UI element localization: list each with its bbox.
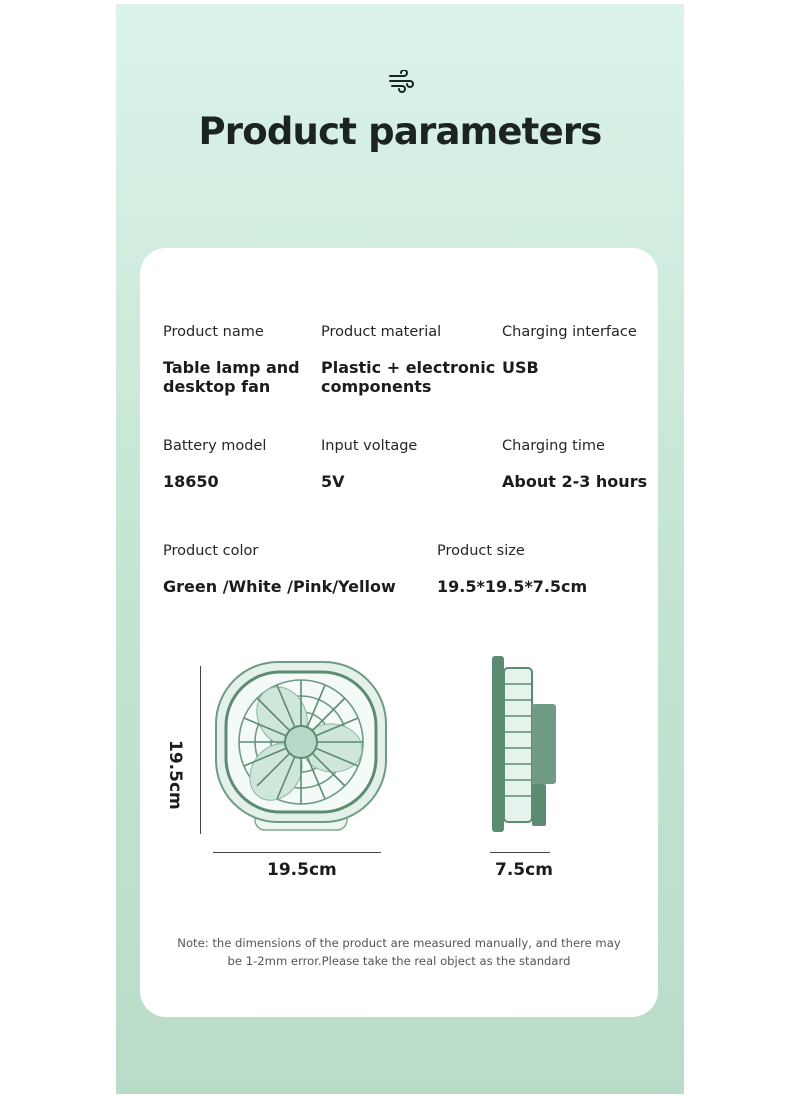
wind-icon — [388, 70, 414, 94]
product-size-label: Product size — [437, 543, 525, 559]
battery-model-value: 18650 — [163, 472, 219, 491]
product-name-value — [163, 358, 300, 396]
charging-interface-label: Charging interface — [502, 324, 637, 340]
fan-side-view-image — [488, 654, 568, 834]
note-line2: be 1-2mm error.Please take the real object as the standard — [227, 954, 571, 968]
charging-time-label: Charging time — [502, 438, 605, 454]
measurement-note — [160, 934, 638, 970]
product-color-label: Product color — [163, 543, 259, 559]
charging-time-value: About 2-3 hours — [502, 472, 648, 491]
note-line1: Note: the dimensions of the product are measured manually, and there may — [177, 936, 621, 950]
product-size-value: 19.5*19.5*7.5cm — [437, 577, 588, 596]
product-name-label: Product name — [163, 324, 264, 340]
product-material-label: Product material — [321, 324, 442, 340]
input-voltage-value: 5V — [321, 472, 345, 491]
fan-front-view-image — [212, 658, 390, 836]
product-color-value: Green /White /Pink/Yellow — [163, 577, 396, 596]
front-height-label: 19.5cm — [165, 740, 185, 810]
product-name-value-line2: desktop fan — [163, 377, 271, 396]
width-dimension-line — [213, 852, 381, 853]
product-material-value-line2: components — [321, 377, 432, 396]
side-depth-label: 7.5cm — [495, 860, 553, 880]
parameters-card — [140, 248, 658, 1017]
product-material-value — [321, 358, 495, 396]
front-width-label: 19.5cm — [267, 860, 337, 880]
product-name-value-line1: Table lamp and — [163, 358, 300, 377]
battery-model-label: Battery model — [163, 438, 267, 454]
depth-dimension-line — [490, 852, 550, 853]
height-dimension-line — [200, 666, 201, 834]
product-material-value-line1: Plastic + electronic — [321, 358, 496, 377]
input-voltage-label: Input voltage — [321, 438, 418, 454]
page-title: Product parameters — [198, 110, 602, 153]
product-poster — [116, 4, 684, 1094]
charging-interface-value: USB — [502, 358, 539, 377]
